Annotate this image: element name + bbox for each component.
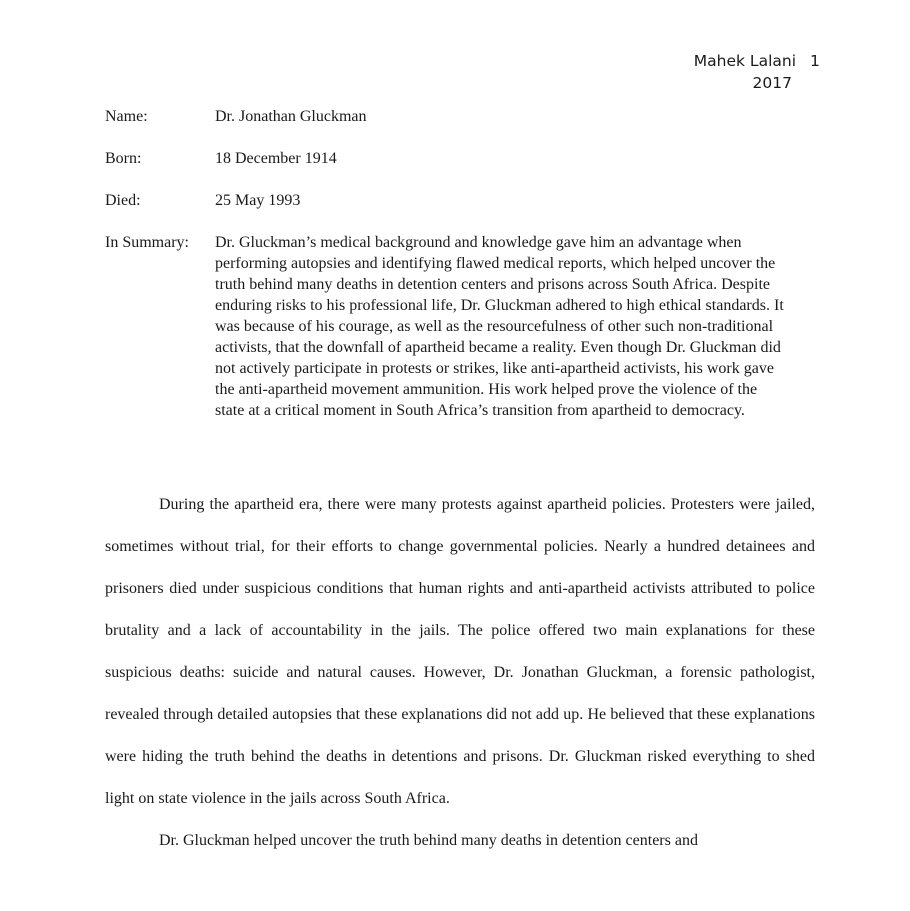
author-name: Mahek Lalani [693, 52, 796, 70]
born-label: Born: [105, 150, 142, 167]
summary-text: Dr. Gluckman’s medical background and knowledge gave him an advantage when performing autopsies and identifying flawed medical reports, which helped uncover the truth behind many deaths in detention centers and prisons across South Africa. Despite enduring risks to his professional life, Dr. Gluckman adhered to high ethical standards. It was because of his courage, as well as the resourcefulness of other such non-traditional activists, that the downfall of apartheid became a reality. Even though Dr. Gluckman did not actively participate in protests or strikes, like anti-apartheid activists, his work gave the anti-apartheid movement ammunition. His work helped prove the violence of the state at a critical moment in South Africa’s transition from apartheid to democracy. [215, 234, 784, 419]
name-value: Dr. Jonathan Gluckman [215, 108, 367, 125]
name-label: Name: [105, 108, 148, 125]
body-text [105, 484, 815, 862]
died-label: Died: [105, 192, 141, 209]
header-line-1 [600, 50, 820, 72]
page-number: 1 [810, 52, 820, 70]
page-header [600, 50, 820, 94]
body-paragraph-2: Dr. Gluckman helped uncover the truth behind many deaths in detention centers and [159, 832, 698, 849]
header-year: 2017 [752, 74, 792, 92]
born-value: 18 December 1914 [215, 150, 337, 167]
body-paragraph-1: During the apartheid era, there were many protests against apartheid policies. Protesters were jailed, sometimes without trial, for their efforts to change governmental policies. Nearly a hundred detainees and prisoners died under suspicious conditions that human rights and anti-apartheid activists attributed to police brutality and a lack of accountability in the jails. The police offered two main explanations for these suspicious deaths: suicide and natural causes. However, Dr. Jonathan Gluckman, a forensic pathologist, revealed through detailed autopsies that these explanations did not add up. He believed that these explanations were hiding the truth behind the deaths in detentions and prisons. Dr. Gluckman risked everything to shed light on state violence in the jails across South Africa. [105, 496, 815, 807]
died-value: 25 May 1993 [215, 192, 301, 209]
summary-label: In Summary: [105, 234, 189, 251]
